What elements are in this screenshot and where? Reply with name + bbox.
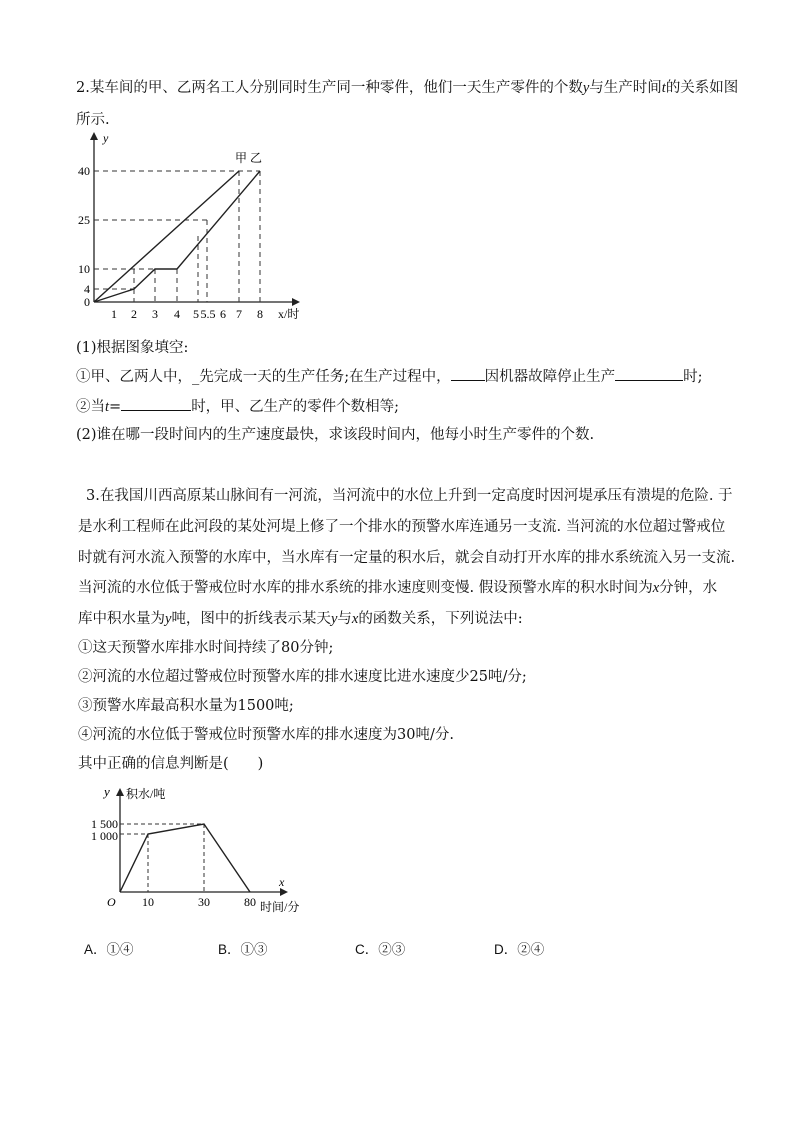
- q2-part1-item1-text-b: 因机器故障停止生产: [484, 369, 616, 385]
- q2-part1-title: (1)根据图象填空:: [76, 340, 189, 356]
- q3-y-arrow-icon: [116, 788, 124, 796]
- option-b-key: B．: [218, 942, 241, 957]
- q2-dashed-guides: [94, 171, 260, 302]
- q2-part1-item2-eq: =: [109, 399, 122, 415]
- option-a[interactable]: [84, 940, 134, 960]
- q2-part2: (2)谁在哪一段时间内的生产速度最快，求该段时间内，他每小时生产零件的个数.: [76, 427, 595, 443]
- q2-part1-item1-text-c: 时;: [683, 369, 703, 385]
- option-c[interactable]: [355, 940, 405, 960]
- q3-x-unit: 时间/分: [260, 900, 300, 914]
- q2-part1-item2-text-a: ②当: [76, 399, 105, 415]
- q2-stem-text-a: 2.某车间的甲、乙两名工人分别同时生产同一种零件，他们一天生产零件的个数: [76, 80, 583, 96]
- q2-stem-line2: 所示.: [76, 112, 110, 128]
- q3-y-axis-label: y: [104, 784, 110, 799]
- option-b-text: ①③: [240, 942, 268, 957]
- q2-x-arrow-icon: [292, 298, 300, 306]
- q3-x-tick-80: 80: [244, 895, 256, 909]
- q2-y-tick-0: 0: [84, 295, 90, 309]
- q2-var-y: y: [582, 80, 590, 96]
- q3-line5-text-d: 的函数关系，下列说法中:: [358, 611, 523, 627]
- q3-y-tick-1000: 1 000: [91, 829, 118, 843]
- q3-line4-text-a: 当河流的水位低于警戒位时水库的排水系统的排水速度则变慢. 假设预警水库的积水时间为: [78, 580, 653, 596]
- option-b[interactable]: [218, 940, 268, 960]
- q3-line4-text-b: 分钟，水: [659, 580, 718, 596]
- option-c-key: C．: [355, 942, 379, 957]
- q2-x-tick-4: 4: [174, 307, 180, 321]
- q2-stem-text-c: 的关系如图: [665, 80, 739, 96]
- q3-x-arrow-icon: [280, 888, 288, 896]
- q3-x-axis-label: x: [279, 875, 285, 889]
- q3-stem-line4: [78, 578, 717, 598]
- q2-part1-item2-text-c: 时，甲、乙生产的零件个数相等;: [191, 399, 400, 415]
- q2-stem-text-b: 与生产时间: [589, 80, 662, 96]
- q2-x-tick-6: 6: [220, 307, 226, 321]
- q3-line5-text-a: 库中积水量为: [78, 611, 165, 627]
- q3-statement-1: ①这天预警水库排水时间持续了80分钟;: [78, 640, 334, 656]
- q3-line5-text-b: 吨，图中的折线表示某天: [171, 611, 331, 627]
- q3-stem-line5: [78, 609, 523, 629]
- q3-stem-line3: 时就有河水流入预警的水库中，当水库有一定量的积水后，就会自动打开水库的排水系统流入另一支流.: [78, 550, 736, 566]
- q2-stem-line1: [76, 78, 738, 98]
- q2-var-t-2: t: [105, 399, 110, 415]
- q3-statement-3: ③预警水库最高积水量为1500吨;: [78, 698, 294, 714]
- q2-part1-item1-text-a: ①甲、乙两人中，_先完成一天的生产任务;在生产过程中，: [76, 369, 451, 385]
- q3-question-ask: 其中正确的信息判断是( ): [78, 756, 264, 772]
- q2-label-yi: 乙: [250, 151, 263, 165]
- option-d[interactable]: [494, 940, 544, 960]
- q2-y-arrow-icon: [90, 132, 98, 140]
- q3-x-tick-30: 30: [198, 895, 210, 909]
- option-d-text: ②④: [517, 942, 545, 957]
- q2-x-tick-3: 3: [152, 307, 158, 321]
- q3-dashed-guides: [120, 824, 204, 892]
- q3-x-tick-10: 10: [142, 895, 154, 909]
- q2-y-tick-4: 4: [84, 282, 90, 296]
- q3-statement-2: ②河流的水位超过警戒位时预警水库的排水速度比进水速度少25吨/分;: [78, 669, 527, 685]
- q3-origin-label: O: [107, 895, 116, 909]
- q2-part1-item1: [76, 366, 703, 387]
- q3-stem-line1: 3.在我国川西高原某山脉间有一河流，当河流中的水位上升到一定高度时因河堤承压有溃堤的危险. 于: [86, 488, 733, 504]
- q3-statement-4: ④河流的水位低于警戒位时预警水库的排水速度为30吨/分.: [78, 727, 454, 743]
- q2-part1-item2: [76, 396, 399, 417]
- q2-y-tick-40: 40: [78, 164, 90, 178]
- q2-x-axis-label: x/时: [278, 307, 300, 321]
- q2-x-tick-8: 8: [257, 307, 263, 321]
- option-d-key: D．: [494, 942, 518, 957]
- q3-var-y-1: y: [165, 611, 172, 627]
- q2-var-t: t: [661, 80, 666, 96]
- q2-x-tick-5: 5: [193, 307, 199, 321]
- q2-answer-blank-2[interactable]: [615, 366, 683, 381]
- q2-x-tick-1: 1: [111, 307, 117, 321]
- q3-stem-line2: 是水利工程师在此河段的某处河堤上修了一个排水的预警水库连通另一支流. 当河流的水位超过警戒位: [78, 519, 726, 535]
- q2-graph: [70, 132, 320, 324]
- q3-line5-text-c: 与: [337, 611, 352, 627]
- option-a-key: A．: [84, 942, 107, 957]
- q3-var-x: x: [652, 580, 660, 596]
- q2-line-jia: [94, 171, 239, 302]
- option-c-text: ②③: [378, 942, 406, 957]
- q2-answer-blank-1[interactable]: [451, 366, 485, 381]
- q2-y-tick-10: 10: [78, 262, 90, 276]
- q2-label-jia: 甲: [235, 151, 248, 165]
- q3-y-tick-1500: 1 500: [91, 817, 118, 831]
- q3-graph: [80, 780, 330, 920]
- q3-polyline: [120, 824, 250, 892]
- q2-x-tick-7: 7: [236, 307, 242, 321]
- q3-var-y-2: y: [330, 611, 338, 627]
- q3-var-x-2: x: [351, 611, 359, 627]
- q2-x-tick-5.5: 5.5: [200, 307, 216, 321]
- q2-y-tick-25: 25: [78, 213, 90, 227]
- q2-x-tick-2: 2: [131, 307, 137, 321]
- q2-y-axis-label: y: [103, 132, 109, 145]
- q3-y-unit: 积水/吨: [126, 787, 166, 801]
- q2-answer-blank-3[interactable]: [121, 396, 191, 411]
- option-a-text: ①④: [106, 942, 134, 957]
